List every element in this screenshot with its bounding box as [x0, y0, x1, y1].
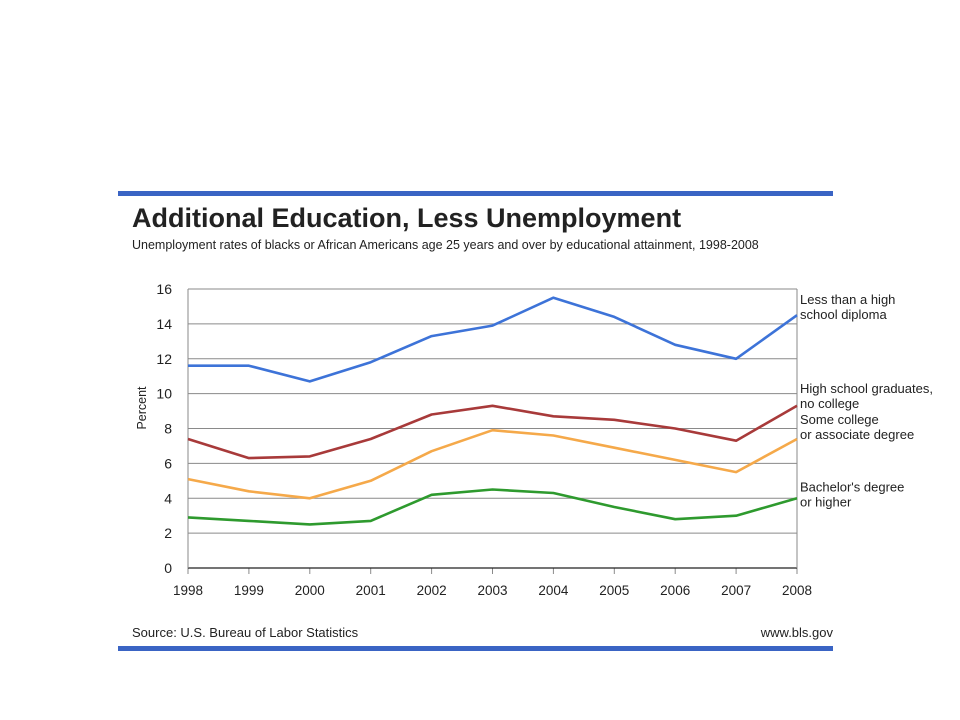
y-tick-label-0: 0 — [164, 560, 172, 576]
chart-title: Additional Education, Less Unemployment — [132, 203, 682, 233]
y-tick-label-4: 4 — [164, 490, 172, 507]
series-label-bachelor-s-degree-or-higher-line-2: or higher — [800, 494, 852, 510]
series-label-high-school-graduates-no-college-line-1: High school graduates, — [800, 380, 933, 396]
series-line-some-college-or-associate-degree — [188, 430, 797, 498]
series-line-less-than-a-high-school-diploma — [188, 298, 797, 382]
y-tick-label-6: 6 — [164, 455, 172, 472]
x-tick-labels — [173, 583, 812, 598]
y-tick-label-8: 8 — [164, 420, 172, 437]
y-axis-label: Percent — [135, 386, 149, 430]
series-label-some-college-or-associate-degree-line-1: Some college — [800, 411, 879, 427]
series-label-some-college-or-associate-degree-line-2: or associate degree — [800, 426, 915, 442]
series-labels — [800, 292, 933, 509]
x-tick-label-2008: 2008 — [781, 583, 813, 598]
x-tick-label-2000: 2000 — [294, 583, 325, 598]
x-tick-label-2003: 2003 — [477, 583, 508, 598]
x-tick-label-2006: 2006 — [660, 583, 691, 598]
series-label-less-than-a-high-school-diploma-line-2: school diploma — [800, 307, 887, 323]
chart-subtitle: Unemployment rates of blacks or African Americans age 25 years and over by educational attainment, 1998-2008 — [132, 238, 759, 252]
y-tick-labels — [156, 281, 172, 576]
x-tick-label-1998: 1998 — [172, 583, 204, 598]
x-tick-label-2005: 2005 — [599, 583, 630, 598]
source-note: Source: U.S. Bureau of Labor Statistics — [132, 625, 359, 640]
y-tick-label-2: 2 — [164, 525, 172, 542]
y-tick-label-16: 16 — [156, 281, 172, 297]
y-tick-label-14: 14 — [156, 315, 172, 332]
series-label-high-school-graduates-no-college-line-2: no college — [800, 395, 860, 411]
x-tick-label-2002: 2002 — [416, 583, 447, 598]
series-line-high-school-graduates-no-college — [188, 406, 797, 458]
series-label-bachelor-s-degree-or-higher-line-1: Bachelor's degree — [800, 479, 905, 495]
x-tick-label-1999: 1999 — [233, 583, 264, 598]
series — [188, 298, 797, 525]
x-tick-label-2001: 2001 — [355, 583, 386, 598]
top-accent-bar — [118, 191, 833, 196]
y-tick-label-10: 10 — [156, 385, 172, 402]
bottom-accent-bar — [118, 646, 833, 651]
website-link[interactable]: www.bls.gov — [760, 625, 833, 640]
y-tick-label-12: 12 — [156, 350, 172, 367]
series-label-less-than-a-high-school-diploma-line-1: Less than a high — [800, 292, 896, 308]
x-tick-label-2004: 2004 — [538, 583, 569, 598]
x-tick-label-2007: 2007 — [721, 583, 752, 598]
